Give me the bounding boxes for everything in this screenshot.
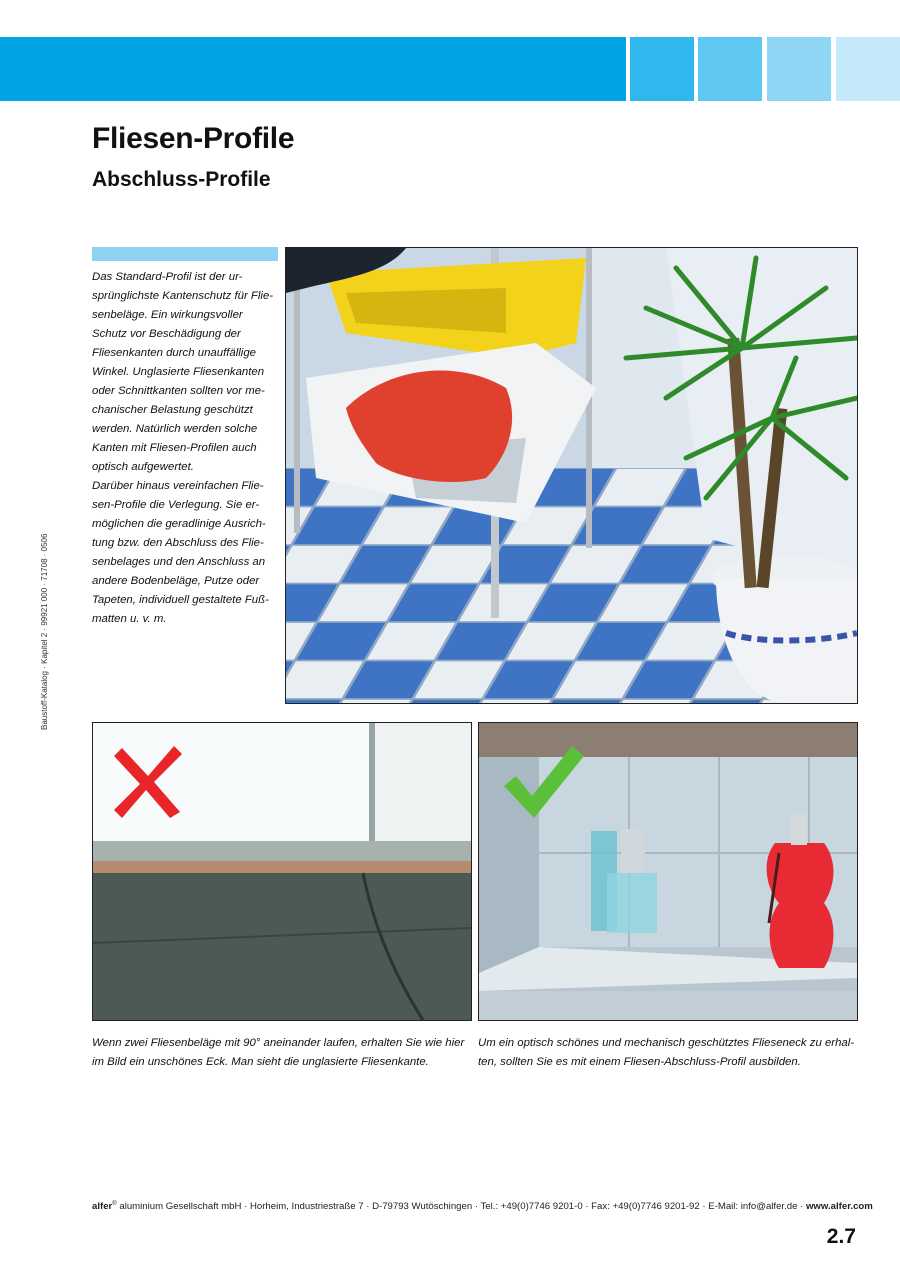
side-catalog-text: Baustoff-Katalog · Kapitel 2 · 99921 000 · 71708 · 0506 (40, 533, 49, 730)
page-number: 2.7 (826, 1225, 856, 1248)
footer-brand: alfer (92, 1201, 113, 1213)
red-cross-icon (108, 740, 188, 820)
header-square-2 (698, 37, 762, 101)
footer-website-link[interactable]: www.alfer.com (805, 1201, 873, 1213)
bathroom-photo (285, 247, 858, 704)
header-band (0, 37, 626, 101)
page-title: Fliesen-Profile (92, 122, 295, 155)
header-square-3 (767, 37, 831, 101)
header-square-4 (836, 37, 900, 101)
intro-text: Das Standard-Profil ist der ur- sprünglichste Kantenschutz für Flie- senbeläge. Ein wirkungsvoller Schutz vor Beschädigung der Fliesenkanten durch unauffällige Winkel. Unglasierte Fliesenkanten oder Schnittkanten sollten vor me- chanischer Belastung geschützt werden. Natürlich werden solche Kanten mit Fliesen-Profilen auch optisch aufgewertet. Darüber hinaus vereinfachen Flie- sen-Profile die Verlegung. Sie er- möglichen die geradlinige Ausrich- tung bzw. den Abschluss des Flie- senbelages und den Anschluss an andere Bodenbeläge, Putze oder Tapeten, individuell gestaltete Fuß- matten u. v. m. (92, 271, 274, 625)
caption-wrong: Wenn zwei Fliesenbeläge mit 90° aneinander laufen, erhalten Sie wie hier im Bild ein unschönes Eck. Man sieht die unglasierte Fliesenkante. (92, 1037, 465, 1068)
green-check-icon (500, 740, 586, 822)
caption-right: Um ein optisch schönes und mechanisch geschütztes Flieseneck zu erhal- ten, sollten Sie es mit einem Fliesen-Abschluss-Profil ausbilden. (478, 1037, 855, 1068)
header-square-1 (630, 37, 694, 101)
accent-bar (92, 247, 278, 261)
footer-address-text: aluminium Gesellschaft mbH · Horheim, Industriestraße 7 · D-79793 Wutöschingen · Tel.: +49(0)7746 9201-0 · Fax: +49(0)7746 9201-92 · E-Mail: info@alfer.de · (116, 1201, 806, 1213)
footer-registered: ® (112, 1201, 117, 1207)
footer-address (92, 1201, 873, 1213)
page-subtitle: Abschluss-Profile (92, 168, 271, 191)
